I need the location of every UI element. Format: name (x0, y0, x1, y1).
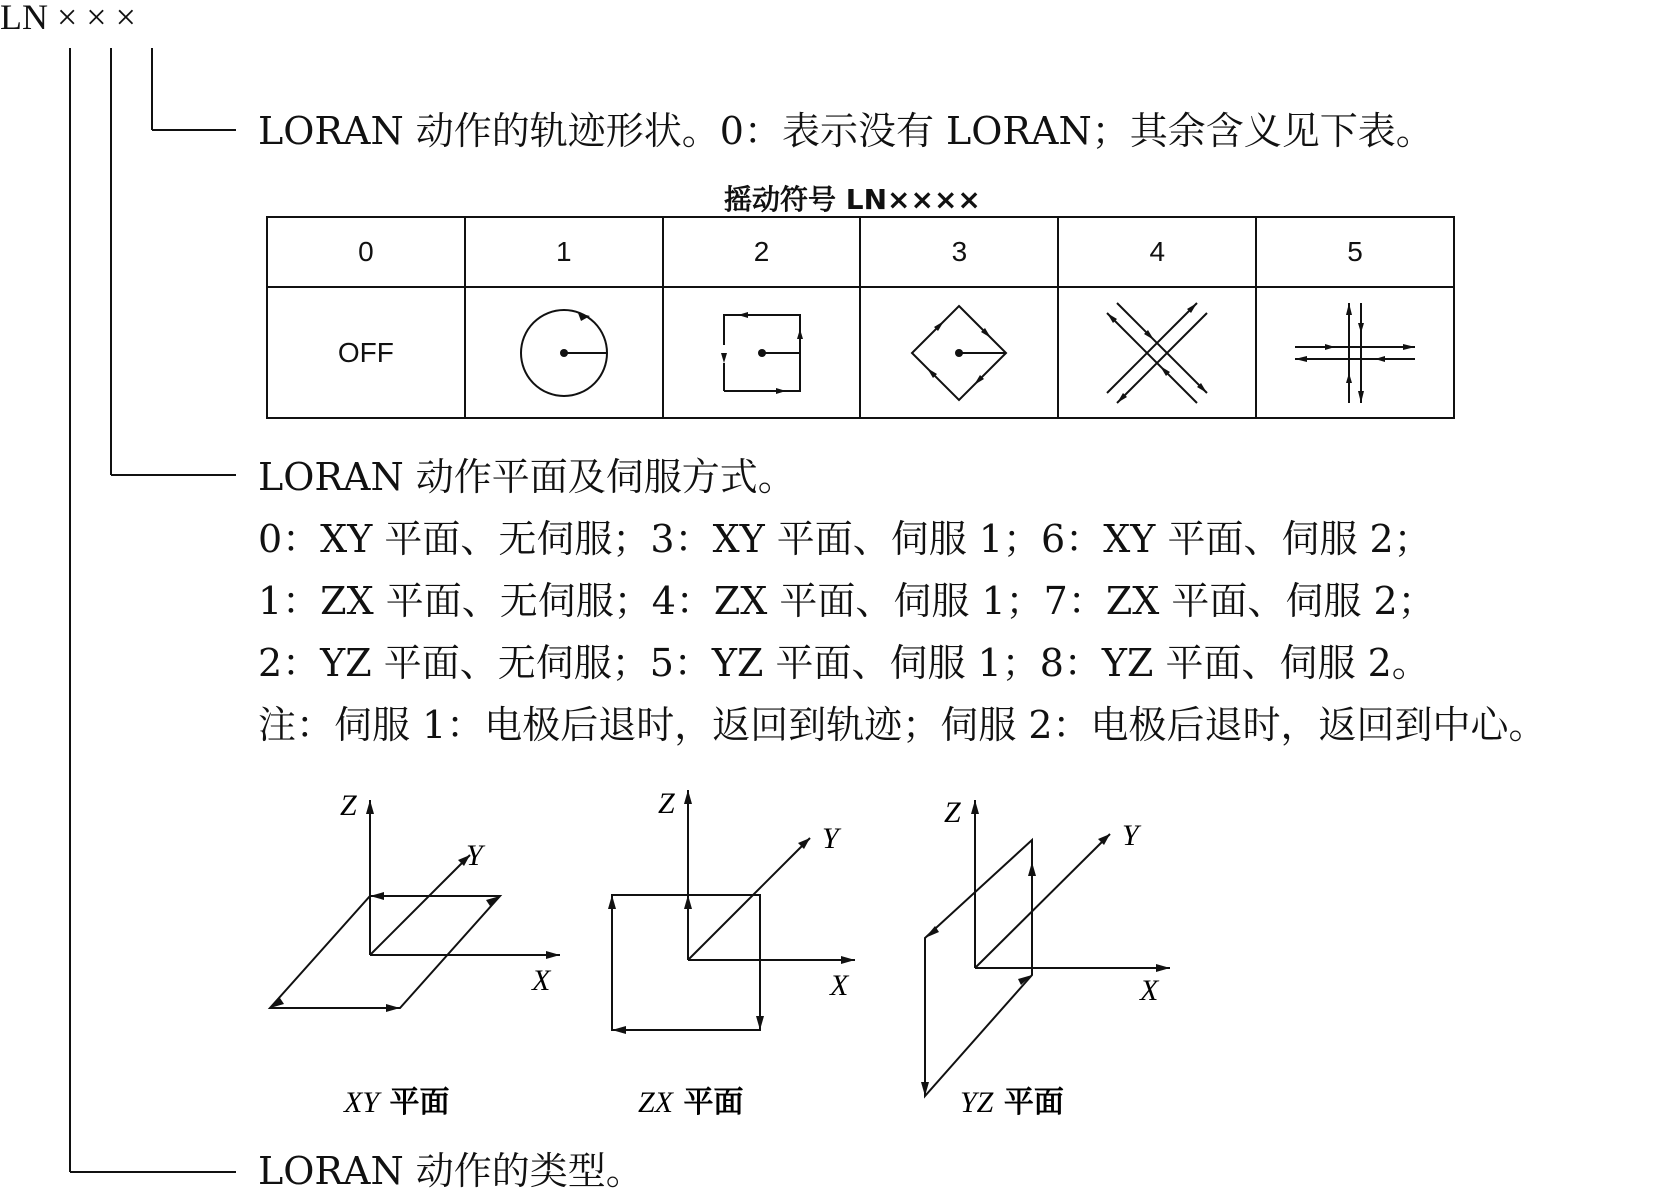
table-header-cell: 2 (663, 217, 861, 287)
xy-plane-caption (343, 1085, 449, 1120)
plane-line: 2：YZ 平面、无伺服；5：YZ 平面、伺服 1；8：YZ 平面、伺服 2。 (258, 641, 1430, 685)
plane-line: 0：XY 平面、无伺服；3：XY 平面、伺服 1；6：XY 平面、伺服 2； (258, 517, 1432, 561)
yz-plane-caption (960, 1085, 1064, 1120)
axis-label-z: Z (340, 789, 357, 822)
plane-suffix: 平面 (993, 1085, 1064, 1120)
table-header-cell: 4 (1058, 217, 1256, 287)
axis-label-x: X (532, 964, 551, 997)
axis-label-y: Y (466, 839, 483, 872)
zx-plane-caption (638, 1085, 743, 1120)
plane-line: 1：ZX 平面、无伺服；4：ZX 平面、伺服 1；7：ZX 平面、伺服 2； (258, 579, 1436, 623)
table-header-cell: 3 (860, 217, 1058, 287)
plane-description: LORAN 动作平面及伺服方式。 (258, 455, 796, 499)
zx-plane-diagram (608, 787, 855, 1120)
table-header-cell: 0 (267, 217, 465, 287)
off-cell: OFF (267, 287, 465, 418)
axis-label-z: Z (658, 787, 675, 820)
axis-label-z: Z (944, 796, 961, 829)
axis-label-y: Y (1122, 819, 1139, 852)
plane-axes: XY (344, 1086, 380, 1119)
xy-plane-diagram (270, 789, 560, 1120)
type-description: LORAN 动作的类型。 (258, 1149, 644, 1193)
table-caption: 摇动符号 LN×××× (724, 183, 981, 216)
axis-label-x: X (830, 969, 849, 1002)
plane-suffix: 平面 (379, 1085, 450, 1120)
axis-label-x: X (1140, 974, 1159, 1007)
table-header-cell: 1 (465, 217, 663, 287)
yz-plane-diagram (921, 796, 1170, 1120)
table-header-cell: 5 (1256, 217, 1454, 287)
plane-axes: YZ (960, 1086, 994, 1119)
plane-suffix: 平面 (673, 1085, 744, 1120)
shape-description: LORAN 动作的轨迹形状。0：表示没有 LORAN；其余含义见下表。 (258, 109, 1434, 153)
servo-note: 注：伺服 1：电极后退时，返回到轨迹；伺服 2：电极后退时，返回到中心。 (258, 703, 1547, 747)
axis-label-y: Y (822, 822, 839, 855)
loran-code: LN × × × (0, 0, 136, 37)
plane-axes: ZX (638, 1086, 674, 1119)
